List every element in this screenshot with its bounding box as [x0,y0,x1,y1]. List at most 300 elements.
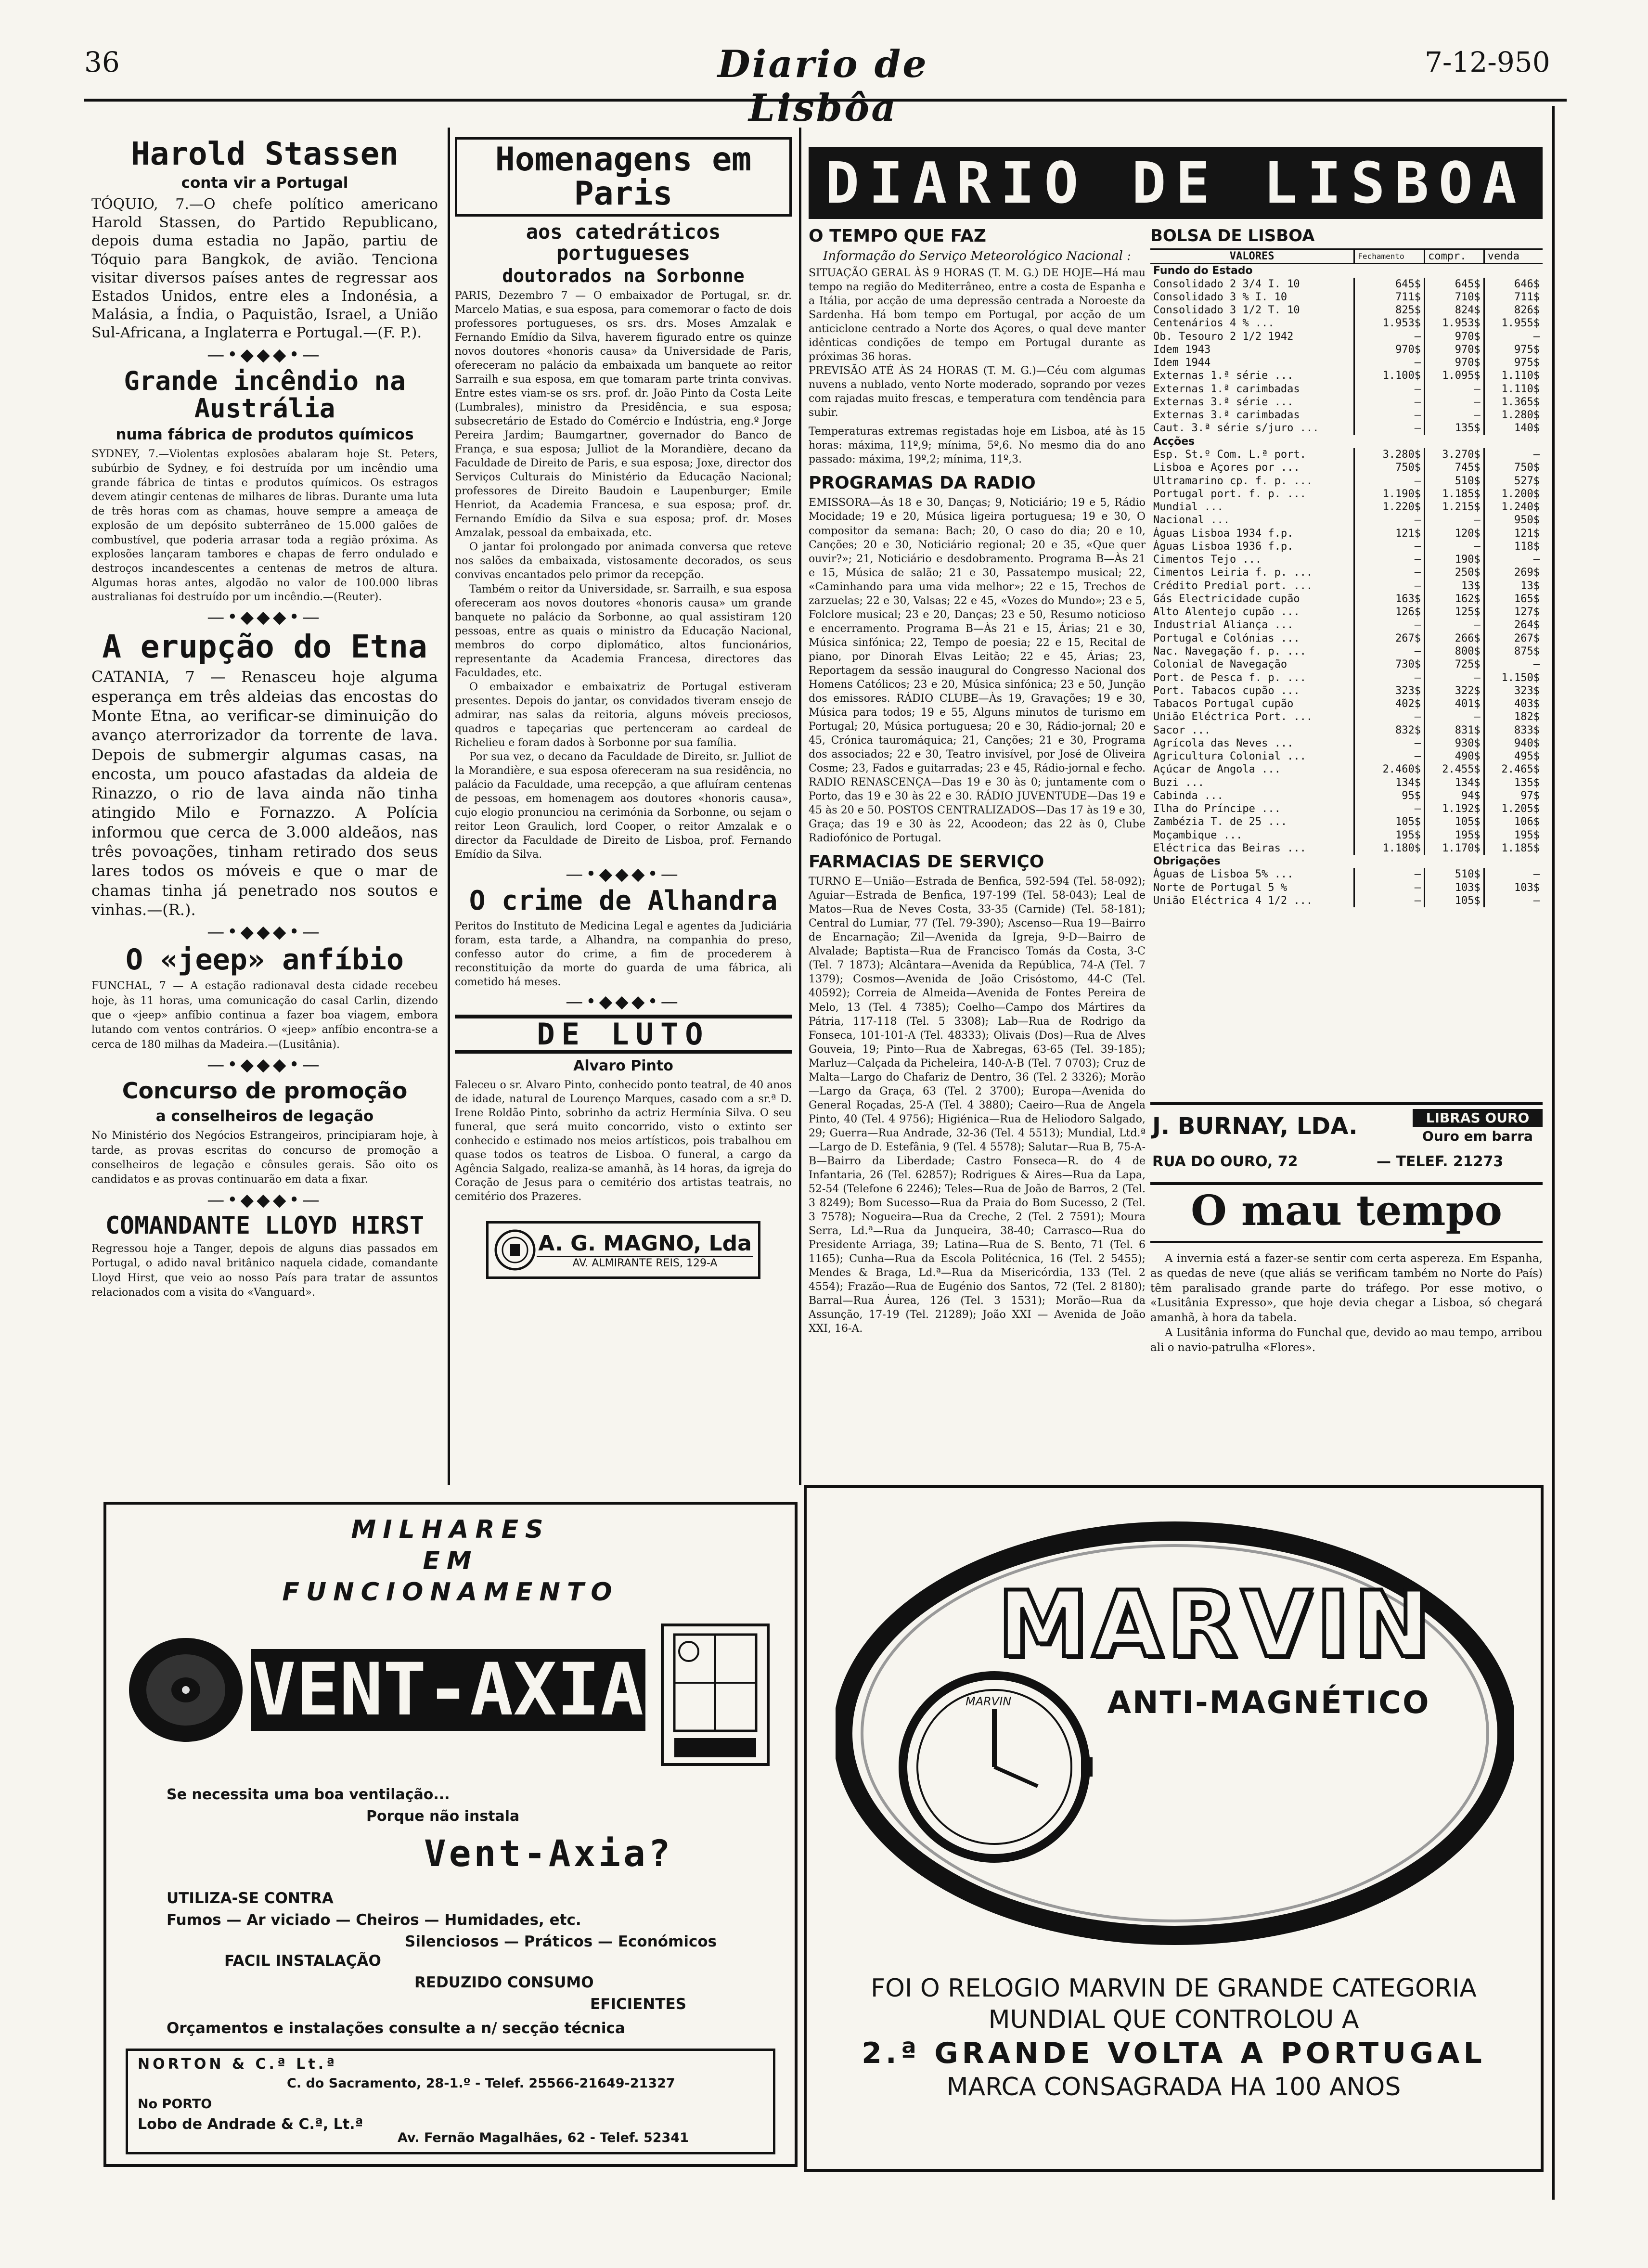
stock-buy: 401$ [1425,697,1484,710]
stock-sell: — [1484,894,1543,907]
newspaper-title: Diario de Lisbôa [718,42,928,130]
stock-name: Portugal e Colónias ... [1153,632,1300,644]
stock-buy: 970$ [1425,343,1484,356]
stock-sell: 103$ [1484,881,1543,894]
stock-sell: 833$ [1484,724,1543,737]
stock-row [1150,343,1543,356]
column-header: Fechamento [1354,249,1425,264]
agent-address: C. do Sacramento, 28-1.º - Telef. 25566-21649-21327 [287,2076,675,2091]
column-4 [1150,226,1543,1100]
section-title: BOLSA DE LISBOA [1150,226,1315,245]
stock-row [1150,566,1543,579]
headline: Grande incêndio na Austrália [124,366,406,424]
stock-group-heading [1150,264,1543,278]
stock-row [1150,763,1543,776]
stock-name: União Eléctrica Port. ... [1153,711,1313,723]
stock-sell: — [1484,448,1543,461]
stock-sell: 195$ [1484,829,1543,842]
stock-buy: 190$ [1425,553,1484,566]
stock-sell: 267$ [1484,632,1543,645]
stock-name: Águas de Lisboa 5% ... [1153,868,1294,881]
magno-ad [486,1221,760,1279]
article-body: SYDNEY, 7.—Violentas explosões abalaram hoje St. Peters, subúrbio de Sydney, e foi destruída por um incêndio uma grande fábrica de tintas e produtos químicos. Os estragos devem atingir centenas de milhares de libras. Durante uma luta de três horas com as chamas, houve sempre a ameaça de explosão de um depósito subterrâneo de 15.000 galões de combustível, que poderia arrasar toda a região próxima. As explosões lançaram tambores e chapas de ferro ondulado e destroços incandescentes a centenas de metros de altura. Algumas horas antes, algodão no valor de 100.000 libras australianas foi destruído por um incêndio.—(Reuter). [91,448,438,604]
stock-row [1150,448,1543,461]
stock-row [1150,501,1543,514]
stock-sell: 950$ [1484,514,1543,527]
agent-name: NORTON & C.ª Lt.ª [138,2056,338,2073]
stock-close: 267$ [1354,632,1425,645]
stock-buy: 645$ [1425,278,1484,291]
page-number: 36 [84,46,120,78]
article-body: Peritos do Instituto de Medicina Legal e agentes da Judiciária foram, esta tarde, a Alhandra, na companhia do preso, confesso autor do crime, a fim de procederem à reconstituição da morte do guarda de uma fábrica, ali cometido há meses. [455,920,792,989]
weather-temperatures: Temperaturas extremas registadas hoje em Lisboa, até às 15 horas: máxima, 11º,9; mínima, 5º,6. No mesmo dia do ano passado: máxima, 19º,2; mínima, 11º,3. [809,425,1146,466]
stock-buy: 105$ [1425,815,1484,828]
article-concurso [91,1078,438,1187]
stock-buy: 195$ [1425,829,1484,842]
stock-close: — [1354,422,1425,435]
stock-close: 163$ [1354,593,1425,606]
stock-buy: 800$ [1425,645,1484,658]
stock-name: Águas Lisboa 1936 f.p. [1153,540,1294,553]
stock-close: — [1354,894,1425,907]
article-stassen [91,137,438,342]
marvin-line: MUNDIAL QUE CONTROLOU A [988,2005,1359,2034]
ad-efficient: EFICIENTES [590,1996,686,2013]
stock-buy: — [1425,710,1484,723]
marvin-line: FOI O RELOGIO MARVIN DE GRANDE CATEGORIA [871,1974,1477,2003]
stock-buy: 1.192$ [1425,802,1484,815]
stock-sell: 264$ [1484,619,1543,631]
stock-name: Idem 1943 [1153,343,1211,356]
stock-name: Centenários 4 % ... [1153,317,1275,330]
stock-buy: 125$ [1425,606,1484,619]
stock-name: Cimentos Tejo ... [1153,554,1262,566]
stock-row [1150,619,1543,631]
stock-name: Cabinda ... [1153,789,1223,802]
stock-sell: 1.110$ [1484,383,1543,396]
header-rule [84,99,1567,102]
stock-row [1150,317,1543,330]
pharmacy-section [809,852,1146,1336]
stock-close: — [1354,802,1425,815]
stock-row [1150,553,1543,566]
marvin-ad [804,1485,1544,2172]
stock-close: 1.220$ [1354,501,1425,514]
column-2 [455,137,792,1485]
stock-buy: — [1425,514,1484,527]
stock-close: 750$ [1354,461,1425,474]
stock-close: — [1354,750,1425,763]
stock-name: Ob. Tesouro 2 1/2 1942 [1153,330,1294,343]
marvin-line: 2.ª GRANDE VOLTA A PORTUGAL [862,2036,1486,2070]
stock-close: — [1354,645,1425,658]
stock-sell: 1.205$ [1484,802,1543,815]
stock-buy: 2.455$ [1425,763,1484,776]
stock-close: 832$ [1354,724,1425,737]
stock-sell: 527$ [1484,475,1543,488]
marvin-tagline: ANTI-MAGNÉTICO [1107,1685,1430,1721]
separator-ornament: —•◆◆◆•— [207,922,322,942]
stock-row [1150,789,1543,802]
stock-buy: 831$ [1425,724,1484,737]
article-mau-tempo [1150,1186,1543,1485]
stock-name: Portugal port. f. p. ... [1153,488,1306,500]
stock-name: Eléctrica das Beiras ... [1153,842,1306,854]
stock-buy: 824$ [1425,304,1484,317]
stock-close: 645$ [1354,278,1425,291]
stock-row [1150,369,1543,382]
stock-close: — [1354,868,1425,881]
column-3 [809,226,1146,1338]
subheadline: a conselheiros de legação [155,1108,374,1125]
radio-listings: EMISSORA—Às 18 e 30, Danças; 9, Noticiário; 19 e 5, Rádio Mocidade; 19 e 20, Música ligeira portuguesa; 19 e 30, O compositor da semana: Bach; 20, O caso do dia; 20 e 10, Canções; 20 e 30, Noticiário regional; 20 e 35, «Que quer ouvir?»; 21, Noticiário e desdobramento. Programa B—Às 21 e 15, Música de salão; 21 e 30, Passatempo musical; 22, «Caminhando para uma vida melhor»; 22 e 15, Trechos de zarzuelas; 22 e 30, Valsas; 22 e 45, «Vozes do Mundo»; 23 e 5, Folclore musical; 23 e 20, Danças; 23 e 50, Resumo noticioso e encerramento. Programa B—Às 21 e 15, Árias; 21 e 30, Música sinfónica; 22, Tempo de poesia; 22 e 15, Recital de piano, por Dinorah Elvas Leitão; 22 e 45, Árias; 23, Reportagem da sessão inaugural do Congresso Nacional dos Homens Católicos; 23 e 20, Música sinfónica; 23 e 50, Junção dos emissores. RÁDIO CLUBE—Às 19, Gravações; 19 e 30, Música para todos; 19 e 55, Alguns minutos de turismo em Portugal; 20, Música portuguesa; 20 e 30, Rádio-jornal; 20 e 45, Crónica tauromáquica; 21, Canções; 21 e 30, Programa dos associados; 22 e 30, Teatro invisível, por José de Oliveira Cosme; 23, Fados e guitarradas; 23 e 45, Rádio-jornal e fecho. RADIO RENASCENÇA—Das 19 e 30 às 0; juntamente com o Porto, das 19 e 30 às 22 e 30. RÁDIO JUVENTUDE—Das 19 e 45 às 20 e 50. POSTOS CENTRALIZADOS—Das 17 às 19 e 30, Graça; das 19 e 30 às 22, Acoodeon; das 22 às 0, Clube Radiofónico de Portugal. [809,497,1146,845]
section-title: PROGRAMAS DA RADIO [809,473,1036,493]
stock-sell: 646$ [1484,278,1543,291]
article-body: No Ministério dos Negócios Estrangeiros, principiaram hoje, à tarde, as provas escritas do concurso de promoção a conselheiros de legação e cônsules gerais. São oito os candidatos e as provas continuarão em data a fixar. [91,1130,438,1186]
stock-buy: 250$ [1425,566,1484,579]
stock-sell: 13$ [1484,580,1543,593]
agent-name: Lobo de Andrade & C.ª, Lt.ª [138,2116,363,2133]
separator-ornament: —•◆◆◆•— [207,1190,322,1210]
ad-consumption: REDUZIDO CONSUMO [414,1974,594,1991]
headline: O crime de Alhandra [469,885,778,917]
subheadline: doutorados na Sorbonne [502,265,745,286]
ad-line: EM [423,1546,478,1575]
stock-sell: 495$ [1484,750,1543,763]
stock-row [1150,383,1543,396]
section-title: FARMACIAS DE SERVIÇO [809,852,1044,872]
separator-ornament: —•◆◆◆•— [566,864,681,885]
column-header: venda [1484,249,1543,264]
stock-name: Nac. Navegação f. p. ... [1153,645,1306,657]
stock-buy: — [1425,396,1484,409]
separator-ornament: —•◆◆◆•— [207,607,322,627]
stock-buy: 970$ [1425,330,1484,343]
article-body: Por sua vez, o decano da Faculdade de Direito, sr. Julliot de la Morandière, e sua esposa ofereceram na sua residência, no palácio da Faculdade, uma recepção, a que afluíram centenas de pessoas, em homenagem aos doutores «honoris causa», cujo elogio pronunciou na cerimónia da Sorbonne, ou sejam o reitor Leon Graulich, lord Cooper, o reitor Amzalak e o director da Faculdade de Direito de Lisboa, prof. Fernando Emídio da Silva. [455,750,792,861]
stock-name: Idem 1944 [1153,357,1211,369]
stock-sell: 269$ [1484,566,1543,579]
article-fire [91,368,438,605]
stock-row [1150,815,1543,828]
stock-name: Port. de Pesca f. p. ... [1153,671,1306,684]
ad-question: Porque não instala [366,1808,520,1825]
stock-close: 970$ [1354,343,1425,356]
stock-name: Lisboa e Açores por ... [1153,462,1300,474]
stock-name: Externas 3.ª carimbadas [1153,409,1300,422]
stock-close: — [1354,580,1425,593]
article-etna [91,630,438,919]
stock-sell: 826$ [1484,304,1543,317]
column-rule [448,128,450,1485]
stock-close: 95$ [1354,789,1425,802]
headline: Homenagens em Paris [455,137,792,217]
stock-sell: 940$ [1484,737,1543,750]
stock-buy: 710$ [1425,291,1484,304]
stock-buy: 120$ [1425,527,1484,540]
stock-name: Ilha do Príncipe ... [1153,803,1281,815]
stock-name: Consolidado 2 3/4 I. 10 [1153,278,1300,290]
article-body: Também o reitor da Universidade, sr. Sarrailh, e sua esposa ofereceram aos novos doutores «honoris causa» um grande banquete no palácio da Sorbonne, ao qual assistiram 120 pessoas, entre as quais o ministro da Educação Nacional, membros do corpo diplomático, altos funcionários, representante da Academia Francesa, directores das Faculdades, etc. [455,583,792,679]
stock-close: 402$ [1354,697,1425,710]
stock-row [1150,737,1543,750]
column-rule [799,128,801,1485]
stock-row [1150,461,1543,474]
stock-close: 825$ [1354,304,1425,317]
stock-row [1150,776,1543,789]
stock-group-heading [1150,435,1543,448]
stock-close: — [1354,553,1425,566]
stock-close: — [1354,475,1425,488]
stock-buy: 510$ [1425,868,1484,881]
stock-sell: — [1484,553,1543,566]
magno-emblem-icon [493,1228,537,1272]
stock-buy: 135$ [1425,422,1484,435]
stock-row [1150,881,1543,894]
stock-row [1150,540,1543,553]
stock-row [1150,724,1543,737]
separator-ornament: —•◆◆◆•— [207,1055,322,1075]
stock-buy: 103$ [1425,881,1484,894]
burnay-phone: — TELEF. 21273 [1377,1153,1504,1170]
stock-close: — [1354,396,1425,409]
stock-name: Tabacos Portugal cupão [1153,698,1294,710]
ad-quote: Orçamentos e instalações consulte a n/ secção técnica [167,2020,625,2037]
stock-close: 323$ [1354,684,1425,697]
stock-row [1150,894,1543,907]
stock-close: 195$ [1354,829,1425,842]
subheadline: aos catedráticos portugueses [526,219,721,265]
stock-row [1150,606,1543,619]
stock-sell: 165$ [1484,593,1543,606]
stock-buy: 745$ [1425,461,1484,474]
burnay-address: RUA DO OURO, 72 [1152,1153,1298,1170]
article-luto [455,1015,792,1204]
stock-row [1150,645,1543,658]
stock-buy: 1.215$ [1425,501,1484,514]
stock-sell: 135$ [1484,776,1543,789]
stock-row [1150,396,1543,409]
stock-sell: 1.280$ [1484,409,1543,422]
ad-uses: Fumos — Ar viciado — Cheiros — Humidades, etc. [167,1911,581,1929]
article-body: O embaixador e embaixatriz de Portugal estiveram presentes. Depois do jantar, os convidados tiveram ensejo de admirar, nas salas da reitoria, alguns móveis preciosos, quadros e tapeçarias que pertenceram ao cardeal de Richelieu e foram dados à Sorbonne por sua família. [455,681,792,749]
stock-sell: 1.110$ [1484,369,1543,382]
stock-row [1150,710,1543,723]
stock-sell: 106$ [1484,815,1543,828]
headline: Concurso de promoção [122,1078,408,1104]
stock-row [1150,514,1543,527]
stock-row [1150,684,1543,697]
stock-close: 711$ [1354,291,1425,304]
stock-buy: 930$ [1425,737,1484,750]
stock-sell: 1.185$ [1484,842,1543,855]
page-date: 7-12-950 [1425,46,1550,78]
subheadline: conta vir a Portugal [181,174,348,192]
stock-buy: — [1425,619,1484,631]
stock-row [1150,593,1543,606]
stock-buy: — [1425,671,1484,684]
article-hirst [91,1213,438,1301]
headline: COMANDANTE LLOYD HIRST [105,1211,425,1239]
headline: DE LUTO [455,1015,792,1054]
page-border-rule [1552,106,1555,2200]
stock-buy: — [1425,540,1484,553]
stock-row [1150,409,1543,422]
stock-close: — [1354,540,1425,553]
stock-name: Águas Lisboa 1934 f.p. [1153,527,1294,540]
stock-close: — [1354,514,1425,527]
stock-sell: 711$ [1484,291,1543,304]
stock-name: Industrial Aliança ... [1153,619,1294,631]
separator-ornament: —•◆◆◆•— [566,992,681,1012]
stock-sell: 118$ [1484,540,1543,553]
stock-row [1150,842,1543,855]
article-body: A invernia está a fazer-se sentir com certa aspereza. Em Espanha, as quedas de neve (que aliás se verificam também no Norte do País) têm paralisado grande parte do tráfego. Por esse motivo, o «Lusitânia Expresso», que hoje devia chegar a Lisboa, só chegará amanhã, à hora da tabela. [1150,1252,1543,1325]
stock-sell: 97$ [1484,789,1543,802]
stock-close: 2.460$ [1354,763,1425,776]
stock-close: — [1354,356,1425,369]
stock-sell: 323$ [1484,684,1543,697]
stock-name: Agricultura Colonial ... [1153,750,1306,763]
weather-source: Informação do Serviço Meteorológico Nacional : [823,249,1131,263]
stock-sell: 875$ [1484,645,1543,658]
stock-name: Açúcar de Angola ... [1153,763,1281,776]
stock-row [1150,422,1543,435]
burnay-ad [1150,1102,1543,1185]
stock-group-name: Acções [1153,435,1195,448]
stock-sell: 127$ [1484,606,1543,619]
stock-table [1150,248,1543,907]
stock-name: Buzi ... [1153,776,1204,789]
masthead-ad-banner [809,147,1543,219]
stock-buy: — [1425,409,1484,422]
ad-uses-title: UTILIZA-SE CONTRA [167,1890,334,1907]
stock-buy: 1.185$ [1425,488,1484,501]
ad-question-brand: Vent-Axia? [424,1832,673,1875]
stock-name: Crédito Predial port. ... [1153,580,1313,592]
weather-situation: SITUAÇÃO GERAL ÀS 9 HORAS (T. M. G.) DE HOJE—Há mau tempo na região do Mediterrâneo, entre a costa de Espanha e a Itália, por acção de uma depressão centrada a Noroeste da Sardenha. Há bom tempo em Portugal, por acção de um anticiclone centrado a Norte dos Açores, o qual deve manter idênticas condições de tempo em Portugal durante as próximas 36 horas. [809,267,1146,363]
stock-row [1150,356,1543,369]
stock-close: 121$ [1354,527,1425,540]
article-body: Faleceu o sr. Alvaro Pinto, conhecido ponto teatral, de 40 anos de idade, natural de Lourenço Marques, casado com a sr.ª D. Irene Roldão Pinto, sobrinho da actriz Hermínia Silva. O seu funeral, que será muito concorrido, visto o extinto ser conhecido e estimado nos meios artísticos, pois trabalhou em quase todos os teatros de Lisboa. O funeral, a cargo da Agência Salgado, realiza-se amanhã, às 14 horas, da igreja do Coração de Jesus para o cemitério dos artistas teatrais, no cemitério dos Prazeres. [455,1079,792,1203]
deceased-name: Alvaro Pinto [573,1057,673,1075]
stock-row [1150,304,1543,317]
weather-section [809,226,1146,466]
stock-buy: 1.095$ [1425,369,1484,382]
stock-name: Ultramarino cp. f. p. ... [1153,475,1313,487]
stock-name: Alto Alentejo cupão ... [1153,606,1300,619]
masthead-ad-text: DIARIO DE LISBOA [825,150,1526,216]
stock-row [1150,750,1543,763]
stock-buy: 970$ [1425,356,1484,369]
ventaxia-ad [103,1502,798,2167]
stock-buy: 3.270$ [1425,448,1484,461]
stock-row [1150,330,1543,343]
article-crime [455,887,792,989]
ad-line: FUNCIONAMENTO [282,1578,619,1607]
article-jeep [91,945,438,1052]
stock-name: Port. Tabacos cupão ... [1153,684,1300,697]
stock-row [1150,488,1543,501]
article-body: FUNCHAL, 7 — A estação radionaval desta cidade recebeu hoje, às 11 horas, uma comunicação do casal Carlin, dizendo que o «jeep» anfíbio continua a fazer boa viagem, embora lutando com ventos contrários. O «jeep» anfíbio encontra-se a cerca de 180 milhas da Madeira.—(Lusitânia). [91,980,438,1051]
fan-icon [126,1635,246,1745]
stock-sell: — [1484,330,1543,343]
headline: A erupção do Etna [102,628,427,665]
stock-sell: 1.240$ [1484,501,1543,514]
stock-name: Cimentos Leiria f. p. ... [1153,567,1313,579]
stock-name: Moçambique ... [1153,829,1243,841]
stock-row [1150,697,1543,710]
article-sorbonne [455,137,792,862]
stock-buy: — [1425,383,1484,396]
stock-close: — [1354,737,1425,750]
subheadline: numa fábrica de produtos químicos [116,426,414,444]
radio-section [809,473,1146,845]
stock-sell: 182$ [1484,710,1543,723]
stock-buy: 322$ [1425,684,1484,697]
ad-install: FACIL INSTALAÇÃO [224,1952,381,1970]
burnay-tag-bars: Ouro em barra [1422,1128,1533,1144]
stock-sell: 1.365$ [1484,396,1543,409]
stock-buy: 94$ [1425,789,1484,802]
stock-group-name: Fundo do Estado [1153,265,1253,277]
stock-name: Gás Electricidade cupão [1153,593,1300,605]
stock-sell: 1.150$ [1484,671,1543,684]
stock-buy: 1.170$ [1425,842,1484,855]
stock-close: 730$ [1354,658,1425,671]
stock-name: Norte de Portugal 5 % [1153,881,1288,894]
article-body: A Lusitânia informa do Funchal que, devido ao mau tempo, arribou ali o navio-patrulha «Flores». [1150,1327,1543,1354]
stock-buy: 510$ [1425,475,1484,488]
stock-buy: 162$ [1425,593,1484,606]
magno-name: A. G. MAGNO, Lda [538,1231,752,1256]
marvin-line: MARCA CONSAGRADA HA 100 ANOS [946,2073,1401,2101]
ad-line: MILHARES [351,1515,550,1544]
stock-row [1150,802,1543,815]
ventaxia-brand: VENT-AXIA [251,1649,645,1731]
ad-qualities: Silenciosos — Práticos — Económicos [405,1933,717,1950]
pharmacy-listings: TURNO E—União—Estrada de Benfica, 592-594 (Tel. 58-092); Aguiar—Estrada de Benfica, 197-199 (Tel. 58-043); Leal de Matos—Rua de Neves Costa, 33-35 (Carnide) (Tel. 58-181); Central do Lumiar, 77 (Tel. 79-390); Ascenso—Rua 19—Bairro de Encarnação; Zil—Avenida da Igreja, 9-D—Bairro de Alvalade; Baptista—Rua de Francisco Tomás da Costa, 3-C (Tel. 7 1873); Alcântara—Avenida da República, 74-A (Tel. 7 1379); Cosmos—Avenida de João Crisóstomo, 44-C (Tel. 40592); Correia de Almeida—Avenida de Fontes Pereira de Melo, 13 (Tel. 4 7385); Coelho—Campo dos Mártires da Pátria, 117-118 (Tel. 5 3308); Lab—Rua de Rodrigo da Fonseca, 101-101-A (Tel. 48333); Olivais (Dos)—Rua de Alves Gouveia, 19; Pinto—Rua de Xabregas, 63-65 (Tel. 39-185); Marluz—Calçada da Picheleira, 140-A-B (Tel. 7 0703); Cruz de Malta—Largo do Chafariz de Dentro, 36 (Tel. 2 3326); Morão—Largo da Graça, 63 (Tel. 2 3700); Europa—Avenida do General Roçadas, 25-A (Tel. 4 3880); Caeiro—Rua de Angela Pinto, 40 (Tel. 4 9756); Higiénica—Rua de Heliodoro Salgado, 29; Guerra—Rua Andrade, 32-36 (Tel. 4 5513); Mundial, Ltd.ª—Largo de D. Estefânia, 9 (Tel. 4 5578); Salutar—Rua B, 75-A-B—Bairro da Liberdade; Castro Fonseca—R. do 4 de Infantaria, 26 (Tel. 62857); Rodrigues & Aires—Rua da Lapa, 52-54 (Telefone 6 2246); Teles—Rua de João de Barros, 2 (Tel. 3 8249); Bom Sucesso—Rua da Praia do Bom Sucesso, 2 (Tel. 3 7578); Nogueira—Rua da Creche, 2 (Tel. 2 7591); Moura Serra, Ld.ª—Rua da Junqueira, 38-40; Carrasco—Rua do Presidente Arriaga, 39; Latina—Rua de S. Bento, 71 (Tel. 6 1165); Cunha—Rua da Escola Politécnica, 16 (Tel. 2 5455); Mendes & Braga, Ld.ª—Rua da Misericórdia, 133 (Tel. 2 4554); Frazão—Rua de Eugénio dos Santos, 72 (Tel. 2 8180); Barral—Rua Áurea, 126 (Tel. 3 1531); Morão—Rua da Assunção, 17-19 (Tel. 21289); João XXI — Avenida de João XXI, 16-A. [809,876,1146,1335]
ad-question: Se necessita uma boa ventilação... [167,1786,450,1803]
article-body: O jantar foi prolongado por animada conversa que reteve nos salões da embaixada, vistosamente decorados, os seus convivas encantados pelo primor da recepção. [455,541,792,581]
stock-sell: 750$ [1484,461,1543,474]
stock-close: — [1354,383,1425,396]
section-title: O TEMPO QUE FAZ [809,226,987,246]
stock-close: 1.180$ [1354,842,1425,855]
stock-sell: 403$ [1484,697,1543,710]
headline: O «jeep» anfíbio [126,943,404,977]
stock-name: Externas 1.ª carimbadas [1153,383,1300,395]
stock-buy: 134$ [1425,776,1484,789]
column-header: compr. [1425,249,1484,264]
ad-agents-box [126,2049,775,2154]
stock-close: — [1354,671,1425,684]
stock-row [1150,868,1543,881]
article-body: CATANIA, 7 — Renasceu hoje alguma esperança em três aldeias das encostas do Monte Etna, ao verificar-se diminuição do avanço aterrorizador da torrente de lava. Depois de submergir algumas casas, na encosta, um pouco afastadas da aldeia de Rinazzo, o rio de lava ainda não tinha atingido Milo e Fornazzo. A Polícia informou que cerca de 3.000 aldeãos, nas três povoações, tinham retirado dos seus lares todos os móveis e que o mar de chamas tinha já penetrado nos soutos e vinhas.—(R.). [91,668,438,919]
column-1 [91,137,438,1485]
weather-forecast: PREVISÃO ATÉ ÀS 24 HORAS (T. M. G.)—Céu com algumas nuvens a nublado, vento Norte moderado, soprando por vezes com rajadas muito frescas, e temperatura com tendência para subir. [809,365,1146,419]
stock-close: — [1354,619,1425,631]
stock-name: Nacional ... [1153,514,1230,527]
stock-sell: — [1484,658,1543,671]
separator-ornament: —•◆◆◆•— [207,345,322,365]
stock-close: — [1354,881,1425,894]
stock-group-heading [1150,855,1543,868]
article-body: PARIS, Dezembro 7 — O embaixador de Portugal, sr. dr. Marcelo Matias, e sua esposa, para comemorar o facto de dois professores portugueses, os srs. drs. Moses Amzalak e Fernando Emídio da Silva, haverem figurado entre os quinze novos doutores «honoris causa» da Universidade de Paris, ofereceram no palácio da embaixada um banquete ao reitor Sarrailh e sua esposa, em que tomaram parte trinta convivas. Entre estes viam-se os srs. prof. dr. João Pinto da Costa Leite (Lumbrales), ministro da Presidência, e sua esposa; subsecretário de Estado do Comércio e Indústria, eng.º Jorge Pereira Jardim; Baumgartner, governador do Banco de França, e sua esposa; Julliot de la Morandière, decano da Faculdade de Direito de Paris, e sua esposa; Joxe, director dos Serviços Culturais do Ministério da Educação Nacional; professores de Direito Baudoin e Laupenburger; Emile Henriot, da Academia Francesa, e sua esposa; prof. dr. Fernando Emídio da Silva e sua esposa; prof. dr. Moses Amzalak, pessoal da embaixada, etc. [455,289,792,540]
stock-name: Sacor ... [1153,724,1211,736]
stock-close: 134$ [1354,776,1425,789]
column-header: VALORES [1229,250,1275,262]
stock-name: Mundial ... [1153,501,1223,514]
